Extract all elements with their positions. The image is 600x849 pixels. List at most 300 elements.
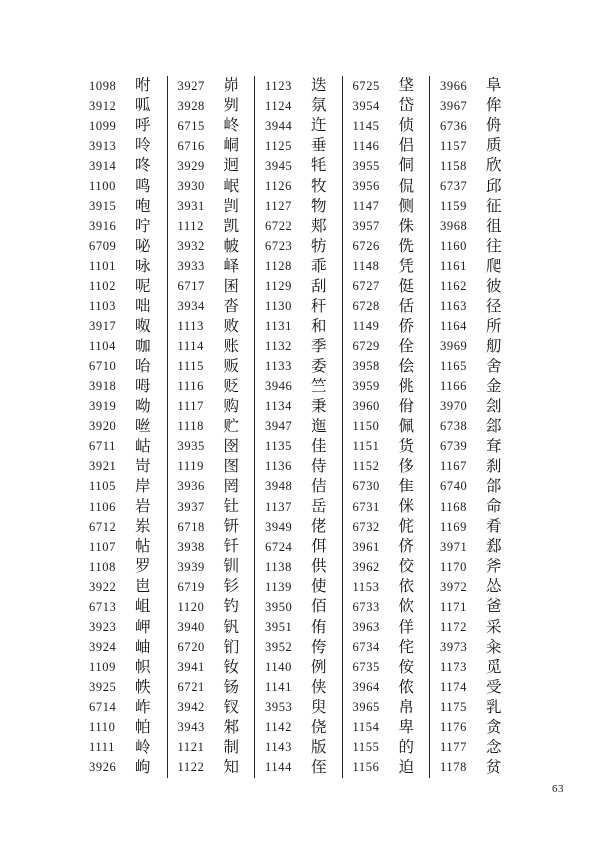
entry-number: 1120 bbox=[177, 599, 205, 614]
entry-char: 刮 bbox=[311, 276, 327, 295]
table-row bbox=[430, 216, 517, 236]
entry-char: 佸 bbox=[398, 296, 415, 315]
entry-number: 1174 bbox=[440, 679, 467, 694]
table-row bbox=[79, 196, 167, 216]
entry-char: 呢 bbox=[135, 276, 151, 295]
table-row bbox=[430, 758, 517, 778]
table-row bbox=[343, 617, 430, 637]
entry-char: 贫 bbox=[486, 757, 502, 776]
entry-number: 1169 bbox=[440, 519, 467, 534]
entry-char: 咐 bbox=[135, 76, 151, 95]
entry-number: 3932 bbox=[177, 238, 205, 253]
entry-number: 1132 bbox=[265, 339, 292, 354]
entry-number: 6728 bbox=[352, 299, 380, 314]
entry-char: 使 bbox=[311, 577, 327, 596]
entry-char: 刽 bbox=[486, 397, 502, 416]
entry-number: 1149 bbox=[352, 319, 380, 334]
table-row bbox=[79, 96, 167, 116]
entry-char: 欣 bbox=[486, 156, 502, 175]
table-row bbox=[255, 236, 342, 256]
table-row bbox=[430, 256, 517, 276]
entry-char: 侉 bbox=[311, 637, 327, 656]
entry-char: 佺 bbox=[398, 336, 415, 355]
table-row bbox=[343, 597, 430, 617]
entry-number: 1139 bbox=[265, 579, 292, 594]
entry-number: 1127 bbox=[265, 198, 292, 213]
table-row bbox=[430, 397, 517, 417]
table-row bbox=[430, 116, 517, 136]
table-row bbox=[343, 297, 430, 317]
table-row bbox=[343, 337, 430, 357]
entry-number: 3939 bbox=[177, 559, 205, 574]
entry-number: 3963 bbox=[352, 619, 380, 634]
entry-char: 郐 bbox=[486, 417, 502, 436]
entry-number: 1152 bbox=[352, 459, 380, 474]
entry-char: 呱 bbox=[135, 96, 151, 115]
table-row bbox=[430, 96, 517, 116]
table-row bbox=[168, 517, 255, 537]
entry-number: 1175 bbox=[440, 699, 467, 714]
table-row bbox=[255, 256, 342, 276]
entry-number: 1124 bbox=[265, 98, 292, 113]
entry-char: 凯 bbox=[223, 216, 240, 235]
table-row bbox=[168, 397, 255, 417]
table-row bbox=[255, 397, 342, 417]
column-1 bbox=[79, 76, 167, 778]
table-row bbox=[168, 657, 255, 677]
entry-number: 3941 bbox=[177, 659, 205, 674]
table-row bbox=[255, 517, 342, 537]
entry-number: 1117 bbox=[177, 399, 204, 414]
entry-char: 沓 bbox=[223, 296, 240, 315]
entry-number: 6712 bbox=[89, 519, 117, 534]
entry-number: 6711 bbox=[89, 439, 116, 454]
table-row bbox=[168, 497, 255, 517]
entry-number: 6718 bbox=[177, 519, 205, 534]
table-row bbox=[79, 457, 167, 477]
entry-number: 3970 bbox=[440, 399, 468, 414]
entry-char: 佩 bbox=[398, 417, 415, 436]
entry-number: 1110 bbox=[89, 720, 116, 735]
entry-char: 牥 bbox=[311, 236, 327, 255]
table-row bbox=[168, 557, 255, 577]
entry-number: 1161 bbox=[440, 258, 467, 273]
entry-char: 咚 bbox=[135, 156, 151, 175]
table-row bbox=[79, 617, 167, 637]
table-row bbox=[430, 357, 517, 377]
entry-number: 1111 bbox=[89, 740, 116, 755]
table-row bbox=[79, 437, 167, 457]
entry-number: 3955 bbox=[352, 158, 380, 173]
table-row bbox=[255, 617, 342, 637]
table-row bbox=[343, 96, 430, 116]
entry-char: 侬 bbox=[398, 677, 415, 696]
table-row bbox=[79, 156, 167, 176]
entry-number: 3944 bbox=[265, 118, 293, 133]
table-row bbox=[343, 397, 430, 417]
entry-char: 侏 bbox=[398, 216, 415, 235]
entry-number: 1166 bbox=[440, 379, 467, 394]
entry-number: 1107 bbox=[89, 539, 116, 554]
entry-char: 岩 bbox=[135, 497, 151, 516]
table-row bbox=[79, 537, 167, 557]
entry-char: 帕 bbox=[135, 717, 151, 736]
entry-number: 3969 bbox=[440, 339, 468, 354]
entry-number: 1099 bbox=[89, 118, 117, 133]
entry-number: 1116 bbox=[177, 379, 204, 394]
entry-number: 3919 bbox=[89, 399, 117, 414]
table-row bbox=[168, 697, 255, 717]
entry-number: 3953 bbox=[265, 699, 293, 714]
entry-char: 觅 bbox=[486, 657, 502, 676]
table-row bbox=[255, 758, 342, 778]
table-row bbox=[255, 196, 342, 216]
table-row bbox=[168, 537, 255, 557]
entry-char: 供 bbox=[311, 557, 327, 576]
table-row bbox=[168, 276, 255, 296]
entry-number: 3922 bbox=[89, 579, 117, 594]
page-number: 63 bbox=[552, 783, 564, 795]
entry-number: 3973 bbox=[440, 639, 468, 654]
table-row bbox=[168, 116, 255, 136]
entry-number: 3931 bbox=[177, 198, 205, 213]
entry-char: 侜 bbox=[486, 116, 502, 135]
entry-char: 卑 bbox=[398, 717, 415, 736]
entry-number: 1115 bbox=[177, 359, 204, 374]
table-row bbox=[255, 457, 342, 477]
entry-char: 径 bbox=[486, 296, 502, 315]
entry-char: 侹 bbox=[398, 276, 415, 295]
entry-char: 岭 bbox=[135, 737, 151, 756]
entry-number: 3920 bbox=[89, 419, 117, 434]
entry-number: 1177 bbox=[440, 740, 467, 755]
entry-char: 咛 bbox=[135, 216, 151, 235]
entry-number: 1140 bbox=[265, 659, 292, 674]
table-row bbox=[343, 417, 430, 437]
table-row bbox=[255, 718, 342, 738]
table-row bbox=[79, 136, 167, 156]
entry-number: 3937 bbox=[177, 499, 205, 514]
entry-char: 籴 bbox=[486, 637, 502, 656]
entry-number: 3972 bbox=[440, 579, 468, 594]
table-row bbox=[430, 637, 517, 657]
entry-number: 3961 bbox=[352, 539, 380, 554]
entry-char: 垡 bbox=[398, 76, 415, 95]
entry-number: 6737 bbox=[440, 178, 468, 193]
table-row bbox=[430, 477, 517, 497]
table-row bbox=[168, 297, 255, 317]
entry-char: 钕 bbox=[223, 657, 240, 676]
entry-char: 侠 bbox=[311, 677, 327, 696]
entry-char: 贮 bbox=[223, 417, 240, 436]
table-row bbox=[430, 597, 517, 617]
entry-number: 6729 bbox=[352, 339, 380, 354]
entry-number: 3966 bbox=[440, 78, 468, 93]
table-row bbox=[79, 677, 167, 697]
entry-number: 3950 bbox=[265, 599, 293, 614]
table-row bbox=[343, 196, 430, 216]
entry-char: 钓 bbox=[223, 597, 240, 616]
table-row bbox=[343, 276, 430, 296]
entry-number: 1157 bbox=[440, 138, 467, 153]
entry-number: 3967 bbox=[440, 98, 468, 113]
entry-char: 购 bbox=[223, 397, 240, 416]
table-row bbox=[168, 337, 255, 357]
table-row bbox=[343, 758, 430, 778]
table-row bbox=[79, 116, 167, 136]
entry-char: 和 bbox=[311, 316, 327, 335]
table-row bbox=[79, 337, 167, 357]
table-row bbox=[79, 637, 167, 657]
entry-number: 1129 bbox=[265, 278, 292, 293]
entry-char: 所 bbox=[486, 316, 502, 335]
table-row bbox=[168, 597, 255, 617]
entry-number: 3912 bbox=[89, 98, 117, 113]
table-row bbox=[255, 417, 342, 437]
entry-char: 命 bbox=[486, 497, 502, 516]
entry-char: 侍 bbox=[311, 457, 327, 476]
table-row bbox=[430, 377, 517, 397]
entry-char: 郏 bbox=[311, 216, 327, 235]
entry-char: 峁 bbox=[223, 76, 240, 95]
entry-char: 物 bbox=[311, 196, 327, 215]
entry-char: 竺 bbox=[311, 376, 327, 395]
entry-char: 徂 bbox=[486, 216, 502, 235]
entry-number: 3948 bbox=[265, 479, 293, 494]
entry-number: 6721 bbox=[177, 679, 205, 694]
entry-number: 1150 bbox=[352, 419, 380, 434]
entry-number: 1145 bbox=[352, 118, 380, 133]
table-row bbox=[255, 377, 342, 397]
entry-char: 侥 bbox=[311, 717, 327, 736]
table-row bbox=[255, 697, 342, 717]
table-row bbox=[255, 477, 342, 497]
entry-number: 1114 bbox=[177, 339, 204, 354]
entry-number: 3951 bbox=[265, 619, 293, 634]
table-row bbox=[343, 537, 430, 557]
entry-number: 3946 bbox=[265, 379, 293, 394]
entry-number: 1151 bbox=[352, 439, 380, 454]
entry-number: 3956 bbox=[352, 178, 380, 193]
table-row bbox=[343, 557, 430, 577]
table-row bbox=[168, 317, 255, 337]
entry-char: 秆 bbox=[311, 296, 327, 315]
entry-char: 帔 bbox=[223, 236, 240, 255]
entry-char: 账 bbox=[223, 336, 240, 355]
entry-char: 迥 bbox=[223, 156, 240, 175]
table-row bbox=[79, 176, 167, 196]
table-row bbox=[343, 136, 430, 156]
entry-number: 1156 bbox=[352, 760, 380, 775]
entry-char: 氛 bbox=[311, 96, 327, 115]
entry-char: 侁 bbox=[398, 236, 415, 255]
table-row bbox=[79, 397, 167, 417]
table-row bbox=[430, 196, 517, 216]
table-row bbox=[255, 297, 342, 317]
entry-char: 钒 bbox=[223, 617, 240, 636]
table-row bbox=[343, 176, 430, 196]
entry-char: 侣 bbox=[398, 136, 415, 155]
table-row bbox=[168, 437, 255, 457]
table-row bbox=[168, 617, 255, 637]
entry-char: 知 bbox=[223, 757, 240, 776]
table-row bbox=[430, 176, 517, 196]
entry-char: 侗 bbox=[398, 156, 415, 175]
entry-char: 钎 bbox=[223, 537, 240, 556]
table-row bbox=[255, 537, 342, 557]
entry-char: 咄 bbox=[135, 296, 151, 315]
table-row bbox=[430, 517, 517, 537]
table-row bbox=[430, 697, 517, 717]
entry-char: 鸣 bbox=[135, 176, 151, 195]
entry-number: 3915 bbox=[89, 198, 117, 213]
entry-number: 3923 bbox=[89, 619, 117, 634]
table-row bbox=[168, 457, 255, 477]
table-row bbox=[430, 577, 517, 597]
entry-char: 佴 bbox=[311, 537, 327, 556]
entry-char: 侃 bbox=[398, 176, 415, 195]
entry-number: 1178 bbox=[440, 760, 467, 775]
table-row bbox=[255, 437, 342, 457]
table-row bbox=[343, 477, 430, 497]
entry-number: 1148 bbox=[352, 258, 380, 273]
entry-char: 岽 bbox=[135, 517, 151, 536]
entry-char: 囹 bbox=[223, 437, 240, 456]
entry-number: 3921 bbox=[89, 459, 117, 474]
entry-char: 凭 bbox=[398, 256, 415, 275]
entry-number: 1112 bbox=[177, 218, 204, 233]
entry-char: 刹 bbox=[486, 457, 502, 476]
entry-char: 呣 bbox=[135, 376, 151, 395]
entry-char: 咆 bbox=[135, 196, 151, 215]
entry-number: 1154 bbox=[352, 720, 380, 735]
entry-number: 1170 bbox=[440, 559, 467, 574]
table-row bbox=[255, 597, 342, 617]
entry-char: 岣 bbox=[135, 757, 151, 776]
entry-number: 1131 bbox=[265, 319, 292, 334]
table-row bbox=[255, 577, 342, 597]
entry-number: 3960 bbox=[352, 399, 380, 414]
table-row bbox=[255, 357, 342, 377]
table-row bbox=[79, 597, 167, 617]
entry-number: 1106 bbox=[89, 499, 116, 514]
entry-char: 耷 bbox=[486, 437, 502, 456]
table-row bbox=[168, 176, 255, 196]
entry-number: 3930 bbox=[177, 178, 205, 193]
entry-char: 咇 bbox=[135, 236, 151, 255]
table-row bbox=[168, 718, 255, 738]
entry-char: 征 bbox=[486, 196, 502, 215]
entry-number: 3917 bbox=[89, 319, 117, 334]
table-row bbox=[255, 116, 342, 136]
entry-char: 侪 bbox=[398, 537, 415, 556]
entry-number: 1121 bbox=[177, 740, 205, 755]
entry-number: 1100 bbox=[89, 178, 116, 193]
table-row bbox=[168, 256, 255, 276]
table-row bbox=[79, 317, 167, 337]
table-row bbox=[79, 738, 167, 758]
table-row bbox=[343, 437, 430, 457]
table-row bbox=[255, 96, 342, 116]
table-row bbox=[79, 357, 167, 377]
entry-number: 3925 bbox=[89, 679, 117, 694]
entry-char: 咍 bbox=[135, 356, 151, 375]
table-row bbox=[255, 276, 342, 296]
table-row bbox=[343, 116, 430, 136]
entry-char: 贬 bbox=[223, 376, 240, 395]
table-row bbox=[255, 497, 342, 517]
entry-number: 3927 bbox=[177, 78, 205, 93]
entry-char: 侄 bbox=[311, 757, 327, 776]
table-row bbox=[168, 76, 255, 96]
table-row bbox=[255, 156, 342, 176]
entry-char: 侈 bbox=[398, 457, 415, 476]
table-row bbox=[343, 76, 430, 96]
entry-number: 3949 bbox=[265, 519, 293, 534]
entry-number: 6736 bbox=[440, 118, 468, 133]
entry-char: 垂 bbox=[311, 136, 327, 155]
entry-char: 委 bbox=[311, 356, 327, 375]
table-row bbox=[343, 256, 430, 276]
entry-number: 6734 bbox=[352, 639, 380, 654]
entry-number: 6725 bbox=[352, 78, 380, 93]
entry-number: 3959 bbox=[352, 379, 380, 394]
entry-number: 1171 bbox=[440, 599, 467, 614]
entry-number: 1173 bbox=[440, 659, 467, 674]
entry-char: 版 bbox=[311, 737, 327, 756]
entry-char: 剀 bbox=[223, 196, 240, 215]
table-row bbox=[79, 497, 167, 517]
entry-number: 1162 bbox=[440, 278, 467, 293]
entry-char: 肴 bbox=[486, 517, 502, 536]
entry-number: 6714 bbox=[89, 699, 117, 714]
entry-char: 彼 bbox=[486, 276, 502, 295]
entry-number: 3947 bbox=[265, 419, 293, 434]
entry-number: 1153 bbox=[352, 579, 380, 594]
entry-number: 6727 bbox=[352, 278, 380, 293]
entry-number: 1163 bbox=[440, 299, 467, 314]
entry-number: 6720 bbox=[177, 639, 205, 654]
entry-char: 佬 bbox=[311, 517, 327, 536]
entry-char: 佽 bbox=[398, 597, 415, 616]
entry-number: 3916 bbox=[89, 218, 117, 233]
entry-char: 岫 bbox=[135, 637, 151, 656]
entry-number: 1128 bbox=[265, 258, 292, 273]
entry-char: 钗 bbox=[223, 697, 240, 716]
entry-char: 峄 bbox=[223, 256, 240, 275]
entry-char: 岜 bbox=[135, 577, 151, 596]
entry-char: 岵 bbox=[135, 437, 151, 456]
table-row bbox=[343, 156, 430, 176]
entry-char: 舠 bbox=[486, 336, 502, 355]
entry-number: 3952 bbox=[265, 639, 293, 654]
table-row bbox=[430, 677, 517, 697]
entry-char: 刿 bbox=[223, 96, 240, 115]
entry-char: 侂 bbox=[398, 517, 415, 536]
entry-char: 帙 bbox=[135, 677, 151, 696]
entry-number: 3943 bbox=[177, 720, 205, 735]
entry-number: 1172 bbox=[440, 619, 467, 634]
entry-char: 邾 bbox=[223, 717, 240, 736]
table-row bbox=[343, 457, 430, 477]
entry-number: 3934 bbox=[177, 299, 205, 314]
entry-number: 1142 bbox=[265, 720, 292, 735]
entry-number: 1098 bbox=[89, 78, 117, 93]
entry-char: 念 bbox=[486, 737, 502, 756]
entry-number: 1113 bbox=[177, 319, 204, 334]
table-row bbox=[255, 337, 342, 357]
table-row bbox=[430, 417, 517, 437]
